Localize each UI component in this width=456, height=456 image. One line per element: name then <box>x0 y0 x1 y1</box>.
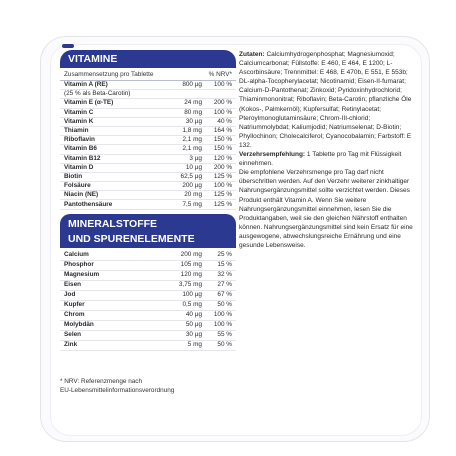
table-row <box>60 99 236 108</box>
nrv-header: % NRV* <box>208 71 232 78</box>
nutrient-amount: 800 µg <box>182 81 202 89</box>
mineral-amount: 5 mg <box>187 341 202 349</box>
mineral-name: Chrom <box>64 311 85 319</box>
mineral-nrv: 27 % <box>217 281 232 289</box>
mineral-nrv: 25 % <box>217 251 232 259</box>
mineral-nrv: 55 % <box>217 331 232 339</box>
nutrient-nrv: 100 % <box>213 81 232 89</box>
nutrient-nrv: 40 % <box>217 117 232 125</box>
mineral-name: Zink <box>64 341 78 349</box>
nutrient-nrv: 125 % <box>213 191 232 199</box>
nutrient-nrv: 125 % <box>213 200 232 208</box>
mineral-name: Jod <box>64 291 76 299</box>
nutrient-name: Vitamin B12 <box>64 154 101 162</box>
minerals-heading-line2: UND SPURENELEMENTE <box>68 232 195 245</box>
mineral-amount: 105 mg <box>180 261 202 269</box>
nutrient-nrv: 125 % <box>213 172 232 180</box>
table-row <box>60 173 236 182</box>
nutrient-name: Vitamin B6 <box>64 145 97 153</box>
table-row <box>60 281 236 291</box>
mineral-amount: 3,75 mg <box>178 281 202 289</box>
table-row <box>60 81 236 90</box>
nutrient-nrv: 200 % <box>213 163 232 171</box>
mineral-nrv: 32 % <box>217 271 232 279</box>
nutrient-name: Vitamin A (RE) <box>64 81 108 89</box>
table-row <box>60 271 236 281</box>
nutrient-nrv: 100 % <box>213 108 232 116</box>
table-row <box>60 127 236 136</box>
minerals-heading <box>60 214 236 248</box>
mineral-nrv: 67 % <box>217 291 232 299</box>
mineral-amount: 30 µg <box>185 331 202 339</box>
nutrient-nrv: 200 % <box>213 99 232 107</box>
dosage-label: Verzehrsempfehlung: <box>239 151 306 159</box>
mineral-name: Selen <box>64 331 82 339</box>
mineral-name: Kupfer <box>64 301 85 309</box>
nutrient-name: Vitamin C <box>64 108 94 116</box>
table-row <box>60 155 236 164</box>
nutrient-name: Vitamin D <box>64 163 94 171</box>
mineral-name: Eisen <box>64 281 82 289</box>
mineral-amount: 120 mg <box>180 271 202 279</box>
table-row <box>60 341 236 351</box>
table-row <box>60 331 236 341</box>
nutrient-name: Biotin <box>64 172 83 180</box>
nutrient-nrv: 164 % <box>213 127 232 135</box>
nutrient-amount: 1,8 mg <box>182 127 202 135</box>
table-row <box>60 301 236 311</box>
nutrient-name: Vitamin E (α-TE) <box>64 99 114 107</box>
nutrient-amount: 10 µg <box>185 163 202 171</box>
dosage-text: 1 Tablette pro Tag mit Flüssigkeit einnehmen. <box>239 151 402 168</box>
mineral-amount: 40 µg <box>185 311 202 319</box>
mineral-name: Calcium <box>64 251 89 259</box>
nutrient-amount: 30 µg <box>185 117 202 125</box>
nutrient-amount: 24 mg <box>184 99 202 107</box>
nutrient-name: Folsäure <box>64 182 91 190</box>
vitamins-table <box>60 81 236 210</box>
nutrition-panel <box>60 50 236 351</box>
nutrient-name: Vitamin K <box>64 117 94 125</box>
nutrient-name: Thiamin <box>64 127 89 135</box>
mineral-nrv: 50 % <box>217 341 232 349</box>
label-text-column <box>239 50 419 250</box>
nrv-footnote <box>60 377 250 395</box>
nutrient-amount: 7,5 mg <box>182 200 202 208</box>
ingredients-label: Zutaten: <box>239 51 265 58</box>
nutrient-amount: 62,5 µg <box>180 172 202 180</box>
nutrient-nrv: 120 % <box>213 154 232 162</box>
ingredients-paragraph <box>239 50 419 150</box>
table-row <box>60 191 236 200</box>
table-row <box>60 164 236 173</box>
table-row <box>60 118 236 127</box>
nutrient-nrv: 150 % <box>213 145 232 153</box>
table-row <box>60 251 236 261</box>
nutrient-amount: 2,1 mg <box>182 145 202 153</box>
beta-carotin-note: (25 % als Beta-Carotin) <box>60 90 236 99</box>
nutrient-amount: 20 mg <box>184 191 202 199</box>
minerals-table <box>60 248 236 351</box>
mineral-nrv: 15 % <box>217 261 232 269</box>
mineral-nrv: 50 % <box>217 301 232 309</box>
ingredients-text: Calciumhydrogenphosphat; Magnesiumoxid; Calciumcarbonat; Füllstoffe: E 460, E 464, E 1200; L-Ascorbinsäure; Trennmittel: E 468, E 470b, E 551, E 553b; DL-alpha-Tocopherylacetat; Nicotinamid; Eisen-II-fumarat; Calcium-D-Pantothenat; Zinkoxid; Pyridoxinhydrochlorid; Thiaminmononitrat; Riboflavin; Beta-Carotin; pflanzliche Öle (Kokos-, Palmkernöl); Kupfersulfat; Retinylacetat; Pteroylmonoglutaminsäure; Chrom-III-chlorid; Natriummolybdat; Kaliumjodid; Natriumselenat; D-Biotin; Phyllochinon; Cholecalciferol; Cyanocobalamin; Farbstoff: E 132. <box>239 51 412 149</box>
nutrient-amount: 80 mg <box>184 108 202 116</box>
minerals-heading-line1: MINERALSTOFFE <box>68 217 158 230</box>
vitamins-column-header <box>60 68 236 81</box>
nutrient-name: Riboflavin <box>64 136 95 144</box>
nutrient-amount: 2,1 mg <box>182 136 202 144</box>
footnote-line2: EU-Lebensmittelinformationsverordnung <box>60 387 175 394</box>
table-row <box>60 145 236 154</box>
nutrient-nrv: 100 % <box>213 182 232 190</box>
mineral-amount: 0,5 mg <box>182 301 202 309</box>
mineral-name: Phosphor <box>64 261 94 269</box>
mineral-nrv: 100 % <box>213 311 232 319</box>
nutrient-amount: 200 µg <box>182 182 202 190</box>
table-row <box>60 109 236 118</box>
mineral-nrv: 100 % <box>213 321 232 329</box>
footnote-line1: * NRV: Referenzmenge nach <box>60 378 143 385</box>
table-row <box>60 136 236 145</box>
mineral-amount: 100 µg <box>182 291 202 299</box>
nutrient-nrv: 150 % <box>213 136 232 144</box>
table-row <box>60 291 236 301</box>
table-row <box>60 311 236 321</box>
mineral-amount: 50 µg <box>185 321 202 329</box>
dosage-paragraph <box>239 150 419 168</box>
table-row <box>60 200 236 209</box>
mineral-name: Molybdän <box>64 321 94 329</box>
nutrient-name: Pantothensäure <box>64 200 113 208</box>
nutrient-amount: 3 µg <box>189 154 202 162</box>
nutrient-name: Niacin (NE) <box>64 191 99 199</box>
table-row <box>60 321 236 331</box>
mineral-name: Magnesium <box>64 271 100 279</box>
table-row <box>60 261 236 271</box>
vitamins-heading: VITAMINE <box>60 50 236 68</box>
table-row <box>60 182 236 191</box>
warnings-paragraph: Die empfohlene Verzehrsmenge pro Tag darf nicht überschritten werden. Auf den Verzehr weiterer zinkhaltiger Nahrungsergänzungsmittel sollte verzichtet werden. Dieses Produkt enthält Vitamin A. Wenn Sie weitere Nahrungsergänzungsmittel einnehmen, lesen Sie die Produktangaben, weil sie den gleichen Nährstoff enthalten können. Nahrungsergänzungsmittel sind kein Ersatz für eine ausgewogene, abwechslungsreiche Ernährung und eine gesunde Lebensweise. <box>239 169 413 249</box>
mineral-amount: 200 mg <box>180 251 202 259</box>
decorative-bar <box>62 44 74 48</box>
composition-header: Zusammensetzung pro Tablette <box>64 71 154 78</box>
